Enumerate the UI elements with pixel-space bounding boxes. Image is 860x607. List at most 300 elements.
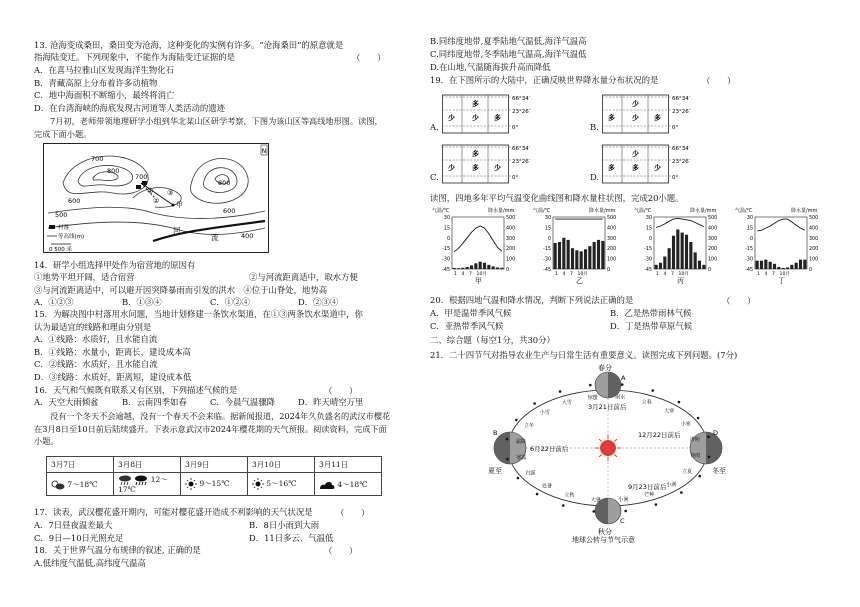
temp-tick: 30 (746, 216, 753, 221)
precip-label: 多 (494, 114, 501, 122)
precip-bar (492, 266, 495, 269)
point-label: A (621, 374, 626, 382)
precip-bar (676, 229, 679, 269)
solar-term-label: 立秋 (564, 492, 575, 499)
month-ticks: 1 4 7 10月 (454, 272, 487, 277)
q15-option-d[interactable]: D．③线路：水质好，距离短，建设成本低 (34, 372, 192, 382)
solar-term-label: 立夏 (682, 468, 693, 475)
forecast-date: 3月8日 (114, 457, 181, 473)
precip-tick: 500 (607, 216, 617, 221)
precip-axis-label: 降水量/mm (488, 208, 515, 214)
forecast-temp: 12～17℃ (118, 475, 168, 494)
precip-bar (689, 242, 692, 269)
q18-option-c[interactable]: C.同纬度地带,冬季陆地气温高,海洋气温低 (430, 49, 587, 59)
q17-option-a[interactable]: A．7日昼夜温差最大 (34, 520, 113, 530)
solar-term-dot (680, 491, 683, 494)
lat-label: 66°34′ (672, 146, 690, 152)
precip-tick: 100 (708, 257, 718, 263)
solar-term-dot (707, 436, 710, 439)
q18-option-d[interactable]: D.在山地,气温随海拔升高而降低 (430, 62, 551, 72)
lat-label: 66°34′ (672, 96, 690, 102)
q21-stem: 21．二十四节气对指导农业生产与日常生活有重要意义。读图完成下列问题。(7分) (430, 350, 738, 360)
legend-village: 村落 (58, 225, 70, 231)
lat-label: 23°26′ (512, 159, 530, 165)
solar-term-dot (559, 390, 562, 393)
precip-bar (698, 261, 701, 269)
solar-term-label: 大暑 (590, 497, 601, 504)
precip-tick: 200 (506, 247, 516, 253)
forecast-cell (315, 473, 382, 496)
lat-label: 0° (512, 175, 519, 181)
precip-bar (593, 242, 596, 269)
precip-bar (764, 260, 767, 269)
precip-bar (773, 264, 776, 269)
precip-tick: 400 (607, 226, 617, 232)
q14-option-d[interactable]: D．②③④ (298, 297, 339, 307)
solar-term-dot (562, 504, 565, 507)
point-label: B (493, 429, 498, 437)
precip-label: 少 (472, 114, 479, 122)
solar-term-dot (655, 503, 658, 506)
precip-axis-label: 降水量/mm (791, 208, 818, 214)
forecast-date: 3月11日 (315, 457, 382, 473)
contour-label: 700 (135, 173, 148, 181)
q20-answer-paren[interactable]: （ ） (722, 296, 756, 306)
solar-term-label: 处暑 (541, 483, 552, 490)
q17-option-d[interactable]: D．11日多云、气温低 (249, 533, 334, 543)
temp-tick: -45 (543, 268, 551, 273)
temp-tick: 15 (544, 226, 551, 232)
precip-bar (601, 241, 604, 269)
q15-option-b[interactable]: B．①线路：水量小，距离长，建设成本高 (34, 347, 191, 357)
label-xiazhi: 夏至 (488, 467, 502, 475)
month-ticks: 1 4 7 10月 (555, 272, 588, 277)
solar-term-dot (651, 389, 654, 392)
contour-label: 800 (107, 167, 120, 175)
precip-bar (655, 265, 658, 269)
q17-stem: 17．读表，武汉樱花盛开期内，可能对樱花盛开造成不利影响的天气状况是 (34, 507, 313, 517)
precip-bar (777, 267, 780, 269)
temp-tick: -30 (644, 257, 652, 263)
q20-option-c[interactable]: C．亚热带季风气候 (430, 321, 504, 331)
forecast-cell (248, 473, 315, 496)
forecast-cell (114, 473, 181, 496)
river-label: 河 (173, 226, 181, 235)
q13-answer-paren[interactable]: （ ） (352, 53, 386, 63)
q18-option-a[interactable]: A.低纬度气温低,高纬度气温高 (34, 558, 146, 568)
q20-option-b[interactable]: B．乙是热带雨林气候 (610, 308, 692, 318)
q16-option-d[interactable]: D．昨天晴空万里 (298, 397, 364, 407)
q16-option-c[interactable]: C．今晨气温骤降 (210, 397, 276, 407)
precip-bar (474, 263, 477, 269)
forecast-date: 3月9日 (181, 457, 248, 473)
date-spring: 3月21日前后 (588, 403, 627, 411)
q14-option-a[interactable]: A．①②③ (34, 297, 74, 307)
point-label: C (620, 517, 625, 525)
lat-label: 23°26′ (512, 109, 530, 115)
precip-bar (453, 268, 456, 269)
temp-tick: 30 (443, 216, 450, 221)
temp-tick: 0 (648, 236, 652, 242)
contour-label: 700 (91, 155, 104, 163)
solar-term-dot (621, 383, 624, 386)
month-ticks: 1 4 7 10月 (757, 272, 790, 277)
precip-label: 多 (632, 164, 639, 172)
precip-bar (803, 260, 806, 269)
precip-tick: 200 (708, 247, 718, 253)
q19-option-label[interactable]: A. (430, 122, 439, 132)
temp-line (454, 226, 502, 252)
climate-intro: 读图，四地多年平均气温变化曲线图和降水量柱状图，完成20小题。 (430, 193, 684, 203)
precip-bar (457, 268, 460, 269)
precip-bar (672, 236, 675, 269)
precip-bar (575, 250, 578, 269)
continent-diagram (442, 92, 552, 136)
temp-line (656, 218, 704, 227)
precip-bar (795, 263, 798, 269)
climate-chart (531, 205, 631, 291)
q16-option-a[interactable]: A．天空大雨倾盆 (34, 397, 99, 407)
temp-tick: 15 (645, 226, 652, 232)
q17-option-c[interactable]: C．9日—10日光照充足 (34, 533, 124, 543)
contour-label: 400 (241, 232, 254, 240)
solar-term-label: 清明 (689, 437, 700, 443)
solar-term-dot (517, 477, 520, 480)
lat-label: 66°34′ (512, 146, 530, 152)
precip-bar (588, 246, 591, 269)
river-label: 流 (211, 233, 219, 242)
solar-term-label: 小满 (666, 482, 677, 489)
precip-tick: 0 (809, 268, 813, 273)
solar-term-label: 大寒 (664, 408, 675, 415)
solar-term-label: 立春 (641, 399, 652, 406)
precip-bar (483, 263, 486, 269)
temp-axis-label: 气温/℃ (634, 208, 652, 214)
solar-term-label: 寒露 (516, 455, 527, 461)
temp-tick: 30 (544, 216, 551, 221)
temp-tick: -15 (442, 247, 450, 253)
solar-term-dot (678, 401, 681, 404)
precip-tick: 500 (809, 216, 819, 221)
q13-option-a[interactable]: A．在喜马拉雅山区发现海洋生物化石 (34, 65, 175, 75)
precip-label: 少 (448, 114, 455, 122)
q19-stem: 19．在下图所示的大陆中，正确反映世界降水量分布状况的是 (430, 75, 659, 85)
forecast-date: 3月10日 (248, 457, 315, 473)
precip-label: 少 (494, 164, 501, 172)
label-qiufen: 秋分 (598, 528, 612, 536)
precip-tick: 200 (809, 247, 819, 253)
q20-option-a[interactable]: A．甲是温带季风气候 (430, 308, 512, 318)
solar-term-dot (593, 510, 596, 513)
label-dongzhi: 冬至 (712, 467, 726, 475)
weather-forecast-table (46, 456, 382, 496)
precip-tick: 500 (708, 216, 718, 221)
precip-bar (685, 235, 688, 269)
lat-label: 0° (512, 125, 519, 131)
temp-line (757, 219, 805, 231)
contour-label: 800 (218, 179, 231, 187)
temp-tick: -45 (644, 268, 652, 273)
temp-tick: 0 (547, 236, 551, 242)
temp-tick: -15 (543, 247, 551, 253)
precip-tick: 0 (506, 268, 510, 273)
orbit-caption: 地球公转与节气示意 (572, 536, 635, 543)
precip-bar (466, 267, 469, 269)
solar-term-dot (589, 384, 592, 387)
precip-bar (584, 249, 587, 269)
precip-bar (558, 242, 561, 269)
climate-chart (632, 205, 732, 291)
precip-label: 多 (608, 114, 615, 122)
solar-term-label: 小寒 (680, 421, 691, 428)
sun-icon (252, 478, 264, 490)
q14-stem: 14．研学小组选择甲处作为宿营地的原因有 (34, 260, 196, 270)
precip-bar (500, 268, 503, 269)
temp-tick: -45 (442, 268, 450, 273)
temp-tick: 0 (446, 236, 450, 242)
q19-option-label[interactable]: C. (430, 172, 439, 182)
precip-tick: 400 (708, 226, 718, 232)
route-3-marker: ③ (167, 189, 174, 197)
contour-map (43, 143, 269, 253)
q14-option-c[interactable]: C．①②④ (210, 297, 250, 307)
precip-bar (571, 248, 574, 269)
temp-tick: -30 (543, 257, 551, 263)
temp-tick: 15 (443, 226, 450, 232)
climate-chart (430, 205, 530, 291)
station-name: 甲 (475, 277, 482, 285)
route-1-marker: ① (147, 187, 154, 195)
solar-term-dot (515, 419, 518, 422)
rain-icon (118, 475, 132, 485)
q18-answer-paren[interactable]: （ ） (324, 546, 358, 556)
continent-diagram (602, 92, 712, 136)
forecast-temp: 7～18℃ (67, 479, 98, 489)
q16-answer-paren[interactable]: （ ） (324, 386, 358, 396)
precip-bar (479, 262, 482, 269)
precip-tick: 300 (506, 236, 516, 242)
precip-bar (756, 261, 759, 269)
lat-label: 0° (672, 125, 679, 131)
q13-option-b[interactable]: B．青藏高原上分布着许多动植物 (34, 78, 158, 88)
precip-label: 少 (632, 150, 639, 158)
cloudy-icon (319, 480, 335, 490)
precip-tick: 200 (607, 247, 617, 253)
temp-tick: -45 (745, 268, 753, 273)
lat-label: 66°34′ (512, 96, 530, 102)
route-2-marker: ② (153, 197, 160, 205)
solar-term-label: 谷雨 (690, 453, 701, 460)
q18-stem: 18．关于世界气温分布规律的叙述, 正确的是 (34, 545, 201, 555)
precip-bar (786, 267, 789, 269)
temp-tick: -15 (644, 247, 652, 253)
q13-option-d[interactable]: D．在台湾海峡的海底发现古河道等人类活动的遗迹 (34, 103, 225, 113)
precip-bar (470, 265, 473, 269)
precip-tick: 100 (809, 257, 819, 263)
precip-label: 少 (448, 164, 455, 172)
solar-term-label: 大雪 (561, 400, 572, 407)
temp-axis-label: 气温/℃ (533, 208, 551, 214)
temp-tick: -30 (442, 257, 450, 263)
precip-bar (461, 268, 464, 269)
precip-tick: 0 (708, 268, 712, 273)
lat-label: 0° (672, 175, 679, 181)
precip-label: 多 (472, 150, 479, 158)
precip-label: 少 (632, 100, 639, 108)
forecast-temp: 4～18℃ (337, 479, 368, 489)
precip-label: 多 (608, 164, 615, 172)
q14-item-1: ①地势平坦开阔，适合宿营 (34, 272, 135, 282)
precip-tick: 300 (809, 236, 819, 242)
date-autumn: 9月23日前后 (628, 483, 667, 491)
precip-bar (790, 265, 793, 269)
precip-bar (580, 251, 583, 269)
label-chunfen: 春分 (598, 364, 612, 372)
map-intro: 7月初，老师带领地理研学小组到华北某山区研学考察，下图为该山区等高线地形图。读图，完成下面小题。 (34, 116, 383, 139)
forecast-cell (181, 473, 248, 496)
precip-tick: 100 (607, 257, 617, 263)
sun-icon (185, 478, 197, 490)
precip-bar (567, 240, 570, 269)
q20-stem: 20．根据四地气温和降水情况，判断下列说法正确的是 (430, 295, 634, 305)
sun-icon (595, 435, 621, 461)
solar-term-dot (624, 510, 627, 513)
station-name: 乙 (576, 277, 583, 285)
q15-option-c[interactable]: C．②线路：水质好，且水能自流 (34, 359, 158, 369)
precip-tick: 100 (506, 257, 516, 263)
q13-option-c[interactable]: C．地中海面积不断缩小，最终将消亡 (34, 90, 175, 100)
lat-label: 23°26′ (672, 109, 690, 115)
contour-label: 600 (223, 207, 236, 215)
q16-option-b[interactable]: B．云南四季如春 (122, 397, 187, 407)
q16-stem: 16．天气和气候既有联系又有区别，下列描述气候的是 (34, 385, 238, 395)
partly-cloudy-icon (51, 480, 65, 490)
q13-stem-line1: 13. 沧海变成桑田，桑田变为沧海，这种变化的实例有许多。“沧海桑田”的原意就是 (34, 40, 344, 50)
precip-tick: 400 (506, 226, 516, 232)
precip-bar (694, 252, 697, 269)
contour-label: 600 (68, 197, 81, 205)
solar-term-label: 芒种 (644, 491, 655, 498)
temp-tick: 0 (749, 236, 753, 242)
solar-term-dot (506, 458, 509, 461)
contour-label: 500 (55, 211, 68, 219)
q20-option-d[interactable]: D．丁是热带草原气候 (610, 321, 693, 331)
q13-stem-line2: 指海陆变迁。下列现象中，不能作为海陆变迁证据的是 (34, 52, 235, 62)
q14-option-b[interactable]: B．①③④ (122, 297, 162, 307)
solar-term-label: 小暑 (618, 497, 629, 504)
solar-term-dot (536, 493, 539, 496)
precip-bar (496, 267, 499, 269)
precip-axis-label: 降水量/mm (690, 208, 717, 214)
point-jia-label: 甲 (176, 201, 183, 209)
precip-bar (782, 268, 785, 269)
continent-diagram (602, 142, 712, 186)
precip-bar (702, 265, 705, 269)
north-arrow-label: N (261, 148, 267, 155)
q15-stem-line2: 认为最适宜的线路和理由分别是 (34, 322, 152, 332)
point-label: D (713, 429, 719, 437)
precip-bar (760, 261, 763, 269)
precip-tick: 400 (809, 226, 819, 232)
q19-option-label[interactable]: B. (590, 122, 599, 132)
precip-bar (769, 262, 772, 269)
temp-axis-label: 气温/℃ (735, 208, 753, 214)
continent-diagram (442, 142, 552, 186)
temp-tick: 15 (746, 226, 753, 232)
precip-axis-label: 降水量/mm (589, 208, 616, 214)
forecast-temp: 9～15℃ (199, 479, 230, 488)
heavy-rain-icon (134, 475, 148, 485)
solar-term-dot (533, 402, 536, 405)
precip-bar (487, 265, 490, 269)
sakura-intro: 没有一个冬天不会逾越，没有一个春天不会来临。据新闻报道，2024年久负盛名的武汉市樱花在3月8日至10日前后陆续盛开。下表示意武汉市2024年樱花期的天气预报。阅读资料，完成下面小题。 (34, 411, 391, 446)
forecast-cell (47, 473, 114, 496)
q17-answer-paren[interactable]: （ ） (336, 508, 370, 518)
precip-label: 多 (472, 164, 479, 172)
precip-bar (668, 248, 671, 269)
solar-term-label: 立冬 (523, 423, 534, 430)
solar-term-label: 霜降 (515, 438, 526, 445)
solar-term-dot (506, 438, 509, 441)
solar-term-label: 雨水 (615, 394, 626, 401)
q15-option-a[interactable]: A．①线路：水质好，且水能自流 (34, 334, 158, 344)
plot-frame (452, 217, 504, 269)
solar-term-dot (698, 475, 701, 478)
station-name: 丙 (677, 277, 684, 285)
q19-answer-paren[interactable]: （ ） (702, 76, 736, 86)
temp-tick: 30 (645, 216, 652, 221)
legend-contour: 等高线(m) (58, 234, 85, 240)
precip-tick: 0 (607, 268, 611, 273)
temp-tick: -30 (745, 257, 753, 263)
solar-term-label: 白露 (525, 470, 536, 477)
solar-term-dot (708, 456, 711, 459)
solar-term-dot (697, 417, 700, 420)
precip-bar (562, 238, 565, 269)
precip-label: 少 (654, 164, 661, 172)
precip-tick: 300 (708, 236, 718, 242)
precip-label: 多 (472, 100, 479, 108)
precip-label: 少 (632, 114, 639, 122)
q18-option-b[interactable]: B.同纬度地带,夏季陆地气温低,海洋气温高 (430, 36, 587, 46)
precip-bar (554, 243, 557, 269)
climate-chart (733, 205, 833, 291)
q15-stem-line1: 15．为解决图中村落用水问题，当地计划修建一条饮水渠道，在①③两条饮水渠道中，你 (34, 309, 363, 319)
precip-bar (663, 257, 666, 269)
lat-label: 23°26′ (672, 159, 690, 165)
solar-term-label: 惊蛰 (587, 394, 598, 401)
month-ticks: 1 4 7 10月 (656, 272, 689, 277)
precip-bar (659, 263, 662, 269)
precip-tick: 500 (506, 216, 516, 221)
station-name: 丁 (778, 277, 785, 285)
solar-term-label: 小雪 (539, 409, 550, 416)
forecast-temp: 5～16℃ (266, 479, 297, 488)
q17-option-b[interactable]: B．8日小雨到大雨 (249, 520, 320, 530)
q19-option-label[interactable]: D. (590, 172, 600, 182)
precip-bar (597, 240, 600, 269)
date-winter: 12月22日前后 (638, 431, 681, 439)
precip-bar (799, 260, 802, 269)
q14-items-3-4: ③与河流距离适中，可以避开因突降暴雨而引发的洪水 ④位于山脊处，地势高 (34, 285, 328, 295)
precip-label: 多 (654, 114, 661, 122)
precip-bar (681, 233, 684, 269)
date-summer: 6月22日前后 (530, 445, 569, 453)
earth-orbit-diagram (488, 363, 728, 543)
map-scale: 0 500 米 (49, 247, 72, 253)
precip-tick: 300 (607, 236, 617, 242)
temp-tick: -15 (745, 247, 753, 253)
